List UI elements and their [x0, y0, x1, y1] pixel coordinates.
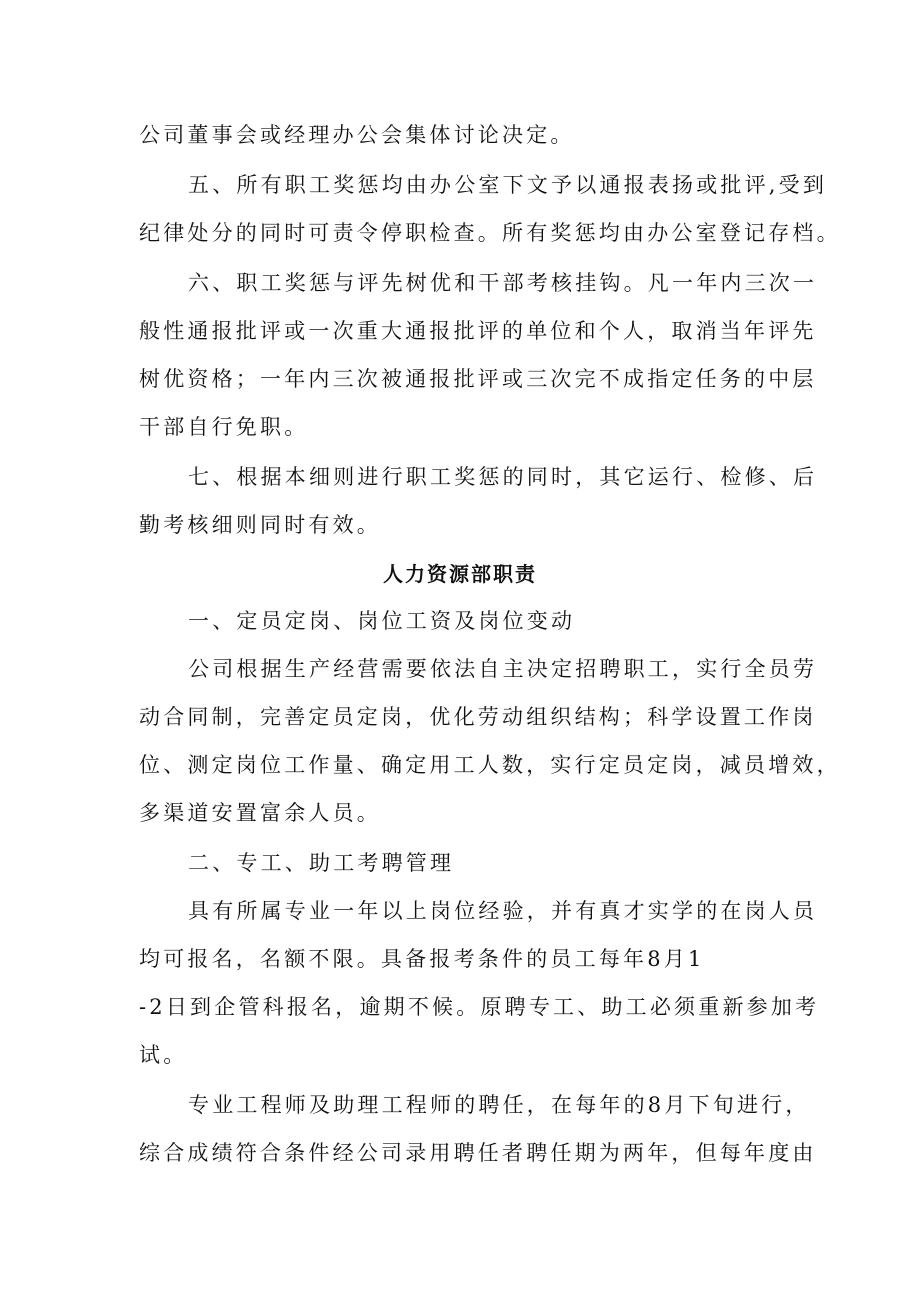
paragraph-line: 公司根据生产经营需要依法自主决定招聘职工，实行全员劳 — [188, 657, 818, 681]
paragraph-line: 公司董事会或经理办公会集体讨论决定。 — [139, 123, 575, 147]
paragraph-line: 干部自行免职。 — [139, 415, 309, 439]
paragraph-line: 多渠道安置富余人员。 — [139, 801, 381, 825]
paragraph-line: 均可报名，名额不限。具备报考条件的员工每年8月1 — [139, 947, 705, 971]
paragraph-line: 五、所有职工奖惩均由办公室下文予以通报表扬或批评,受到 — [188, 173, 828, 197]
paragraph-line: 位、测定岗位工作量、确定用工人数，实行定员定岗，减员增效， — [139, 753, 841, 777]
paragraph-line: -2日到企管科报名，逾期不候。原聘专工、助工必须重新参加考 — [139, 995, 820, 1019]
paragraph-line: 二、专工、助工考聘管理 — [188, 851, 455, 875]
paragraph-line: 动合同制，完善定员定岗，优化劳动组织结构；科学设置工作岗 — [139, 705, 817, 729]
paragraph-line: 试。 — [139, 1043, 188, 1067]
paragraph-line: 七、根据本细则进行职工奖惩的同时，其它运行、检修、后 — [188, 465, 818, 489]
paragraph-line: 一、定员定岗、岗位工资及岗位变动 — [188, 609, 576, 633]
paragraph-line: 专业工程师及助理工程师的聘任，在每年的8月下旬进行， — [188, 1093, 810, 1117]
paragraph-line: 六、职工奖惩与评先树优和干部考核挂钩。凡一年内三次一 — [188, 271, 818, 295]
paragraph-line: 树优资格；一年内三次被通报批评或三次完不成指定任务的中层 — [139, 367, 817, 391]
section-heading: 人力资源部职责 — [383, 562, 537, 586]
paragraph-line: 综合成绩符合条件经公司录用聘任者聘任期为两年，但每年度由 — [139, 1141, 817, 1165]
paragraph-line: 纪律处分的同时可责令停职检查。所有奖惩均由办公室登记存档。 — [139, 221, 841, 245]
paragraph-line: 般性通报批评或一次重大通报批评的单位和个人，取消当年评先 — [139, 319, 817, 343]
paragraph-line: 勤考核细则同时有效。 — [139, 513, 381, 537]
paragraph-line: 具有所属专业一年以上岗位经验，并有真才实学的在岗人员 — [188, 899, 818, 923]
